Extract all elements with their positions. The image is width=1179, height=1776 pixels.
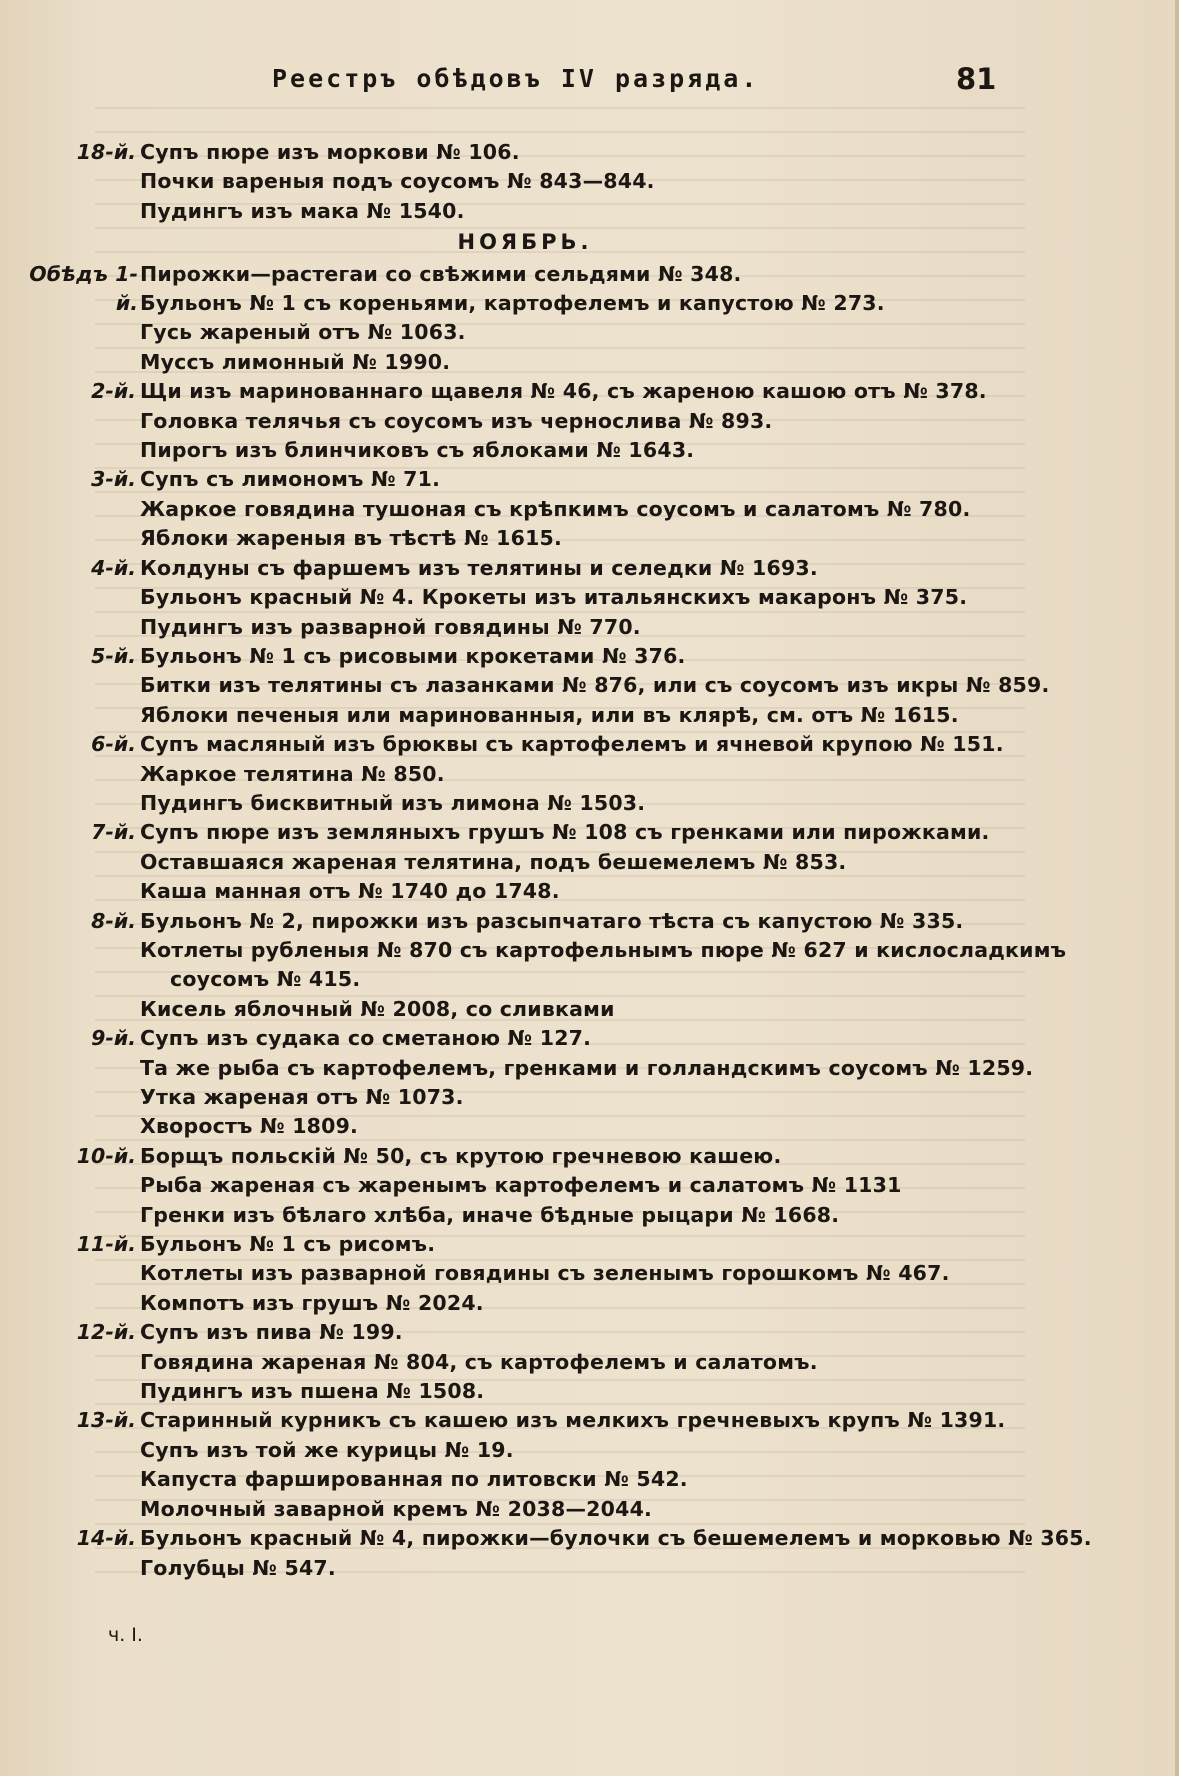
dish-line: Щи изъ маринованнаго щавеля № 46, съ жареною кашою отъ № 378.: [140, 379, 987, 404]
dish-line: Хворостъ № 1809.: [140, 1114, 359, 1139]
signature-mark: ч. I.: [108, 1624, 143, 1646]
dish-line: Котлеты рубленыя № 870 съ картофельнымъ пюре № 627 и кислосладкимъ: [140, 937, 1067, 962]
day-entry: [70, 465, 1010, 553]
dish-line: Битки изъ телятины съ лазанками № 876, или съ соусомъ изъ икры № 859.: [140, 673, 1050, 698]
day-label: 3-й.: [91, 467, 136, 492]
day-entry: [70, 907, 1067, 1025]
day-entry: [70, 642, 1050, 730]
day-label: 14-й.: [76, 1526, 136, 1551]
day-entry: [70, 1024, 1034, 1142]
dish-line: Пудингъ изъ разварной говядины № 770.: [140, 614, 641, 639]
dish-line: Голубцы № 547.: [140, 1555, 336, 1580]
day-label: 11-й.: [76, 1232, 136, 1257]
dish-line: Каша манная отъ № 1740 до 1748.: [140, 879, 560, 904]
dish-line-continuation: соусомъ № 415.: [170, 967, 361, 992]
dish-line: Старинный курникъ съ кашею изъ мелкихъ гречневыхъ крупъ № 1391.: [140, 1408, 1006, 1433]
day-label: 8-й.: [91, 908, 136, 933]
dish-line: Супъ пюре изъ земляныхъ грушъ № 108 съ гренками или пирожками.: [140, 820, 990, 845]
running-head: Реестръ обѣдовъ IV разряда.: [272, 64, 760, 93]
dish-line: Молочный заварной кремъ № 2038—2044.: [140, 1496, 653, 1521]
dish-line: Бульонъ № 2, пирожки изъ разсыпчатаго тѣста съ капустою № 335.: [140, 908, 964, 933]
dish-line: Бульонъ красный № 4. Крокеты изъ итальянскихъ макаронъ № 375.: [140, 585, 968, 610]
dish-line: Пудингъ изъ пшена № 1508.: [140, 1379, 485, 1404]
dish-line: Котлеты изъ разварной говядины съ зеленымъ горошкомъ № 467.: [140, 1261, 950, 1286]
dish-line: Жаркое говядина тушоная съ крѣпкимъ соусомъ и салатомъ № 780.: [140, 496, 971, 521]
dish-line: Яблоки печеныя или маринованныя, или въ клярѣ, см. отъ № 1615.: [140, 702, 959, 727]
section-title-november: НОЯБРЬ.: [457, 230, 593, 255]
day-entry: [70, 1318, 1010, 1406]
day-label: Обѣдъ 1-й.: [29, 261, 138, 316]
dish-line: Гусь жареный отъ № 1063.: [140, 320, 466, 345]
dish-line: Колдуны съ фаршемъ изъ телятины и селедки № 1693.: [140, 555, 818, 580]
dish-line: Супъ масляный изъ брюквы съ картофелемъ и ячневой крупою № 151.: [140, 732, 1004, 757]
day-label: 18-й.: [76, 140, 136, 164]
dish-line: Утка жареная отъ № 1073.: [140, 1085, 464, 1109]
dish-line: Борщъ польскій № 50, съ крутою гречневою кашею.: [140, 1143, 782, 1168]
day-entry: [70, 1230, 1010, 1318]
dish-line: Супъ изъ пива № 199.: [140, 1320, 403, 1345]
day-label: 7-й.: [91, 820, 136, 845]
dish-line: Пирожки—растегаи со свѣжими сельдями № 348.: [140, 261, 742, 286]
day-entry: [70, 818, 1010, 906]
dish-line: Супъ изъ той же курицы № 19.: [140, 1437, 514, 1462]
dish-line: Бульонъ № 1 съ рисомъ.: [140, 1232, 436, 1257]
day-label: 9-й.: [91, 1026, 136, 1051]
dish-line: Супъ съ лимономъ № 71.: [140, 467, 441, 492]
dish-line: Почки вареныя подъ соусомъ № 843—844.: [140, 169, 655, 194]
dish-line: Бульонъ № 1 съ кореньями, картофелемъ и капустою № 273.: [140, 291, 885, 316]
day-label: 4-й.: [91, 555, 136, 580]
dish-line: Та же рыба съ картофелемъ, гренками и голландскимъ соусомъ № 1259.: [140, 1055, 1034, 1080]
day-label: 12-й.: [76, 1320, 136, 1345]
dish-line: Супъ пюре изъ моркови № 106.: [140, 140, 520, 164]
day-entry: [70, 377, 1010, 465]
dish-line: Гренки изъ бѣлаго хлѣба, иначе бѣдные рыцари № 1668.: [140, 1202, 840, 1227]
day-entry: [70, 1142, 1010, 1230]
dish-line: Яблоки жареныя въ тѣстѣ № 1615.: [140, 526, 563, 551]
dish-line: Головка телячья съ соусомъ изъ чернослива № 893.: [140, 408, 773, 433]
dish-line: Бульонъ красный № 4, пирожки—булочки съ бешемелемъ и морковью № 365.: [140, 1526, 1092, 1551]
day-entry: [70, 554, 1010, 642]
dish-line: Супъ изъ судака со сметаною № 127.: [140, 1026, 592, 1051]
dish-line: Пирогъ изъ блинчиковъ съ яблоками № 1643.: [140, 438, 695, 463]
day-label: 13-й.: [76, 1408, 136, 1433]
dish-line: Оставшаяся жареная телятина, подъ бешемелемъ № 853.: [140, 849, 847, 874]
day-label: 5-й.: [91, 643, 136, 668]
day-entry: [29, 260, 1010, 378]
intro-day: [70, 138, 1010, 226]
page-number: 81: [956, 62, 997, 96]
page-header: [0, 64, 1179, 104]
dish-line: Говядина жареная № 804, съ картофелемъ и салатомъ.: [140, 1349, 818, 1374]
dish-line: Пудингъ бисквитный изъ лимона № 1503.: [140, 790, 646, 815]
page-edge: [1175, 0, 1179, 1776]
dish-line: Жаркое телятина № 850.: [140, 761, 445, 786]
day-entry: [70, 1524, 1092, 1583]
day-label: 2-й.: [91, 379, 136, 404]
dish-line: Компотъ изъ грушъ № 2024.: [140, 1290, 484, 1315]
day-entry: [70, 730, 1010, 818]
day-list: [29, 260, 1092, 1583]
dish-line: Бульонъ № 1 съ рисовыми крокетами № 376.: [140, 643, 686, 668]
menu-register: [29, 138, 1092, 1583]
dish-line: Кисель яблочный № 2008, со сливками: [140, 996, 615, 1021]
dish-line: Пудингъ изъ мака № 1540.: [140, 198, 465, 223]
dish-line: Рыба жареная съ жаренымъ картофелемъ и салатомъ № 1131: [140, 1173, 902, 1198]
dish-line: Капуста фаршированная по литовски № 542.: [140, 1467, 688, 1492]
day-label: 6-й.: [91, 732, 136, 757]
day-entry: [70, 1406, 1010, 1524]
dish-line: Муссъ лимонный № 1990.: [140, 349, 451, 374]
day-label: 10-й.: [76, 1143, 136, 1168]
